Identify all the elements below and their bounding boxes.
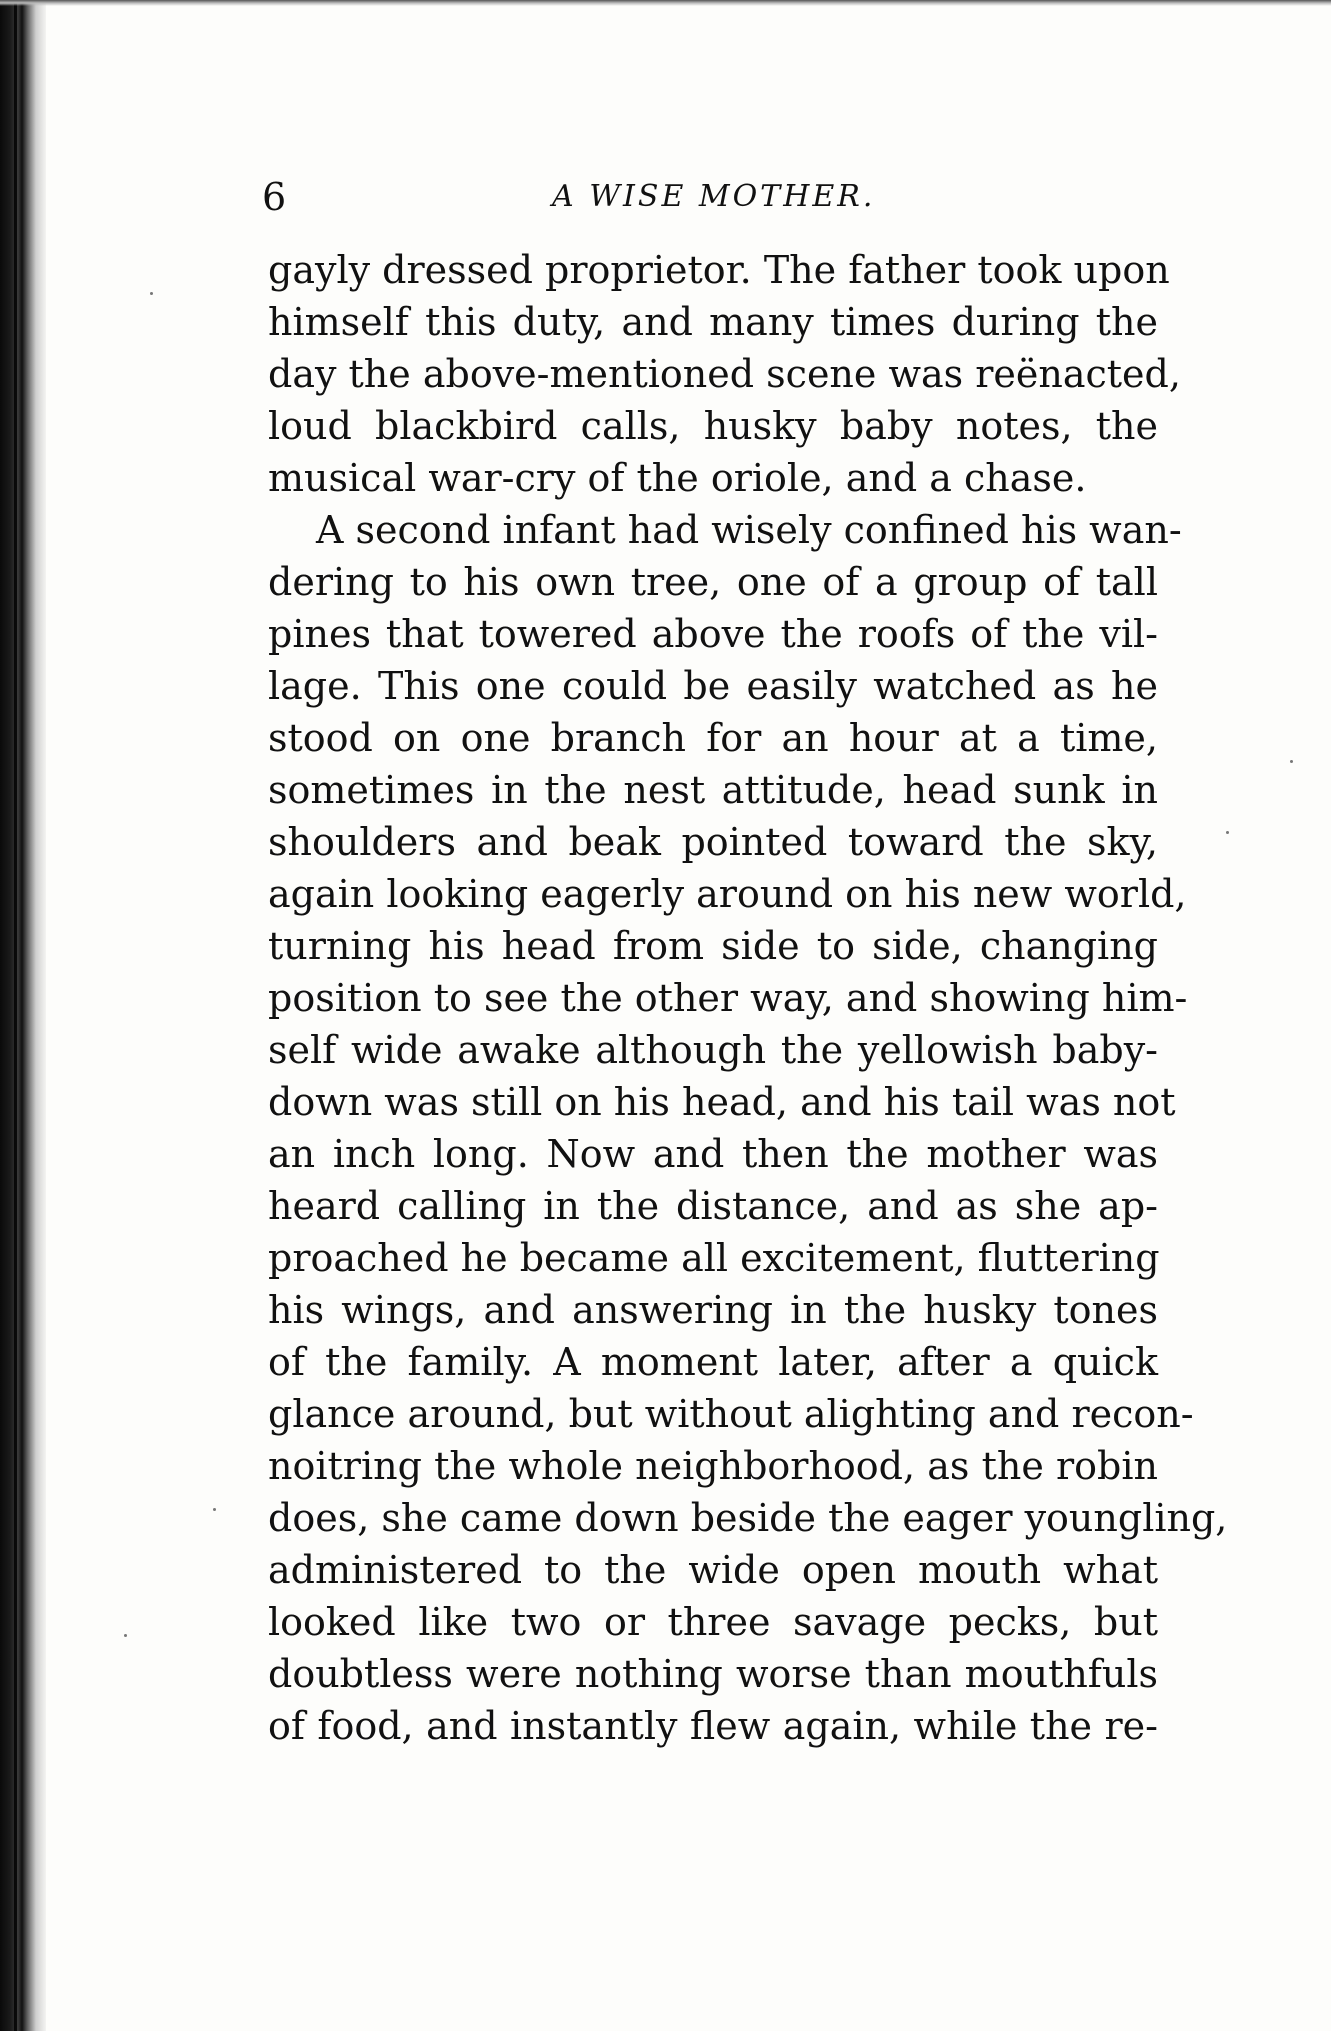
page-header xyxy=(262,172,1162,222)
text-line: does, she came down beside the eager youngling, xyxy=(268,1496,1228,1540)
paper-speck xyxy=(213,1508,216,1511)
text-line: of food, and instantly flew again, while the re- xyxy=(268,1704,1158,1748)
paragraph-1 xyxy=(268,244,1181,504)
paper-speck xyxy=(150,292,153,295)
text-line: dering to his own tree, one of a group of tall xyxy=(268,560,1158,604)
text-line: down was still on his head, and his tail was not xyxy=(268,1080,1176,1124)
text-line: turning his head from side to side, changing xyxy=(268,924,1158,968)
paper-speck xyxy=(1290,760,1293,763)
text-line: looked like two or three savage pecks, but xyxy=(268,1600,1158,1644)
text-line: his wings, and answering in the husky tones xyxy=(268,1288,1158,1332)
text-line: position to see the other way, and showing him- xyxy=(268,976,1188,1020)
text-line: glance around, but without alighting and recon- xyxy=(268,1392,1194,1436)
text-line: heard calling in the distance, and as she ap- xyxy=(268,1184,1158,1228)
binding-shadow-line xyxy=(14,0,17,2031)
text-line: again looking eagerly around on his new world, xyxy=(268,872,1187,916)
text-line: lage. This one could be easily watched as he xyxy=(268,664,1158,708)
text-line: sometimes in the nest attitude, head sunk in xyxy=(268,768,1158,812)
text-line: stood on one branch for an hour at a time, xyxy=(268,716,1158,760)
text-line: an inch long. Now and then the mother was xyxy=(268,1132,1158,1176)
text-line: A second infant had wisely confined his wan- xyxy=(316,508,1182,552)
text-line: administered to the wide open mouth what xyxy=(268,1548,1158,1592)
paper-speck xyxy=(1226,831,1229,834)
text-line: gayly dressed proprietor. The father took upon xyxy=(268,248,1170,292)
paper-speck xyxy=(124,1634,127,1637)
book-binding-edge xyxy=(0,0,46,2031)
text-line: of the family. A moment later, after a quick xyxy=(268,1340,1158,1384)
text-line: pines that towered above the roofs of the vil- xyxy=(268,612,1158,656)
text-line: self wide awake although the yellowish baby- xyxy=(268,1028,1158,1072)
running-title: A WISE MOTHER. xyxy=(552,179,876,214)
text-line: proached he became all excitement, fluttering xyxy=(268,1236,1160,1280)
text-line: day the above-mentioned scene was reënacted, xyxy=(268,352,1181,396)
text-line: himself this duty, and many times during the xyxy=(268,300,1158,344)
text-line: shoulders and beak pointed toward the sky, xyxy=(268,820,1158,864)
text-line: loud blackbird calls, husky baby notes, the xyxy=(268,404,1158,448)
text-line: doubtless were nothing worse than mouthfuls xyxy=(268,1652,1158,1696)
body-text xyxy=(268,244,1228,1752)
page-number: 6 xyxy=(262,175,287,219)
paragraph-2 xyxy=(268,504,1228,1752)
text-line: musical war-cry of the oriole, and a chase. xyxy=(268,456,1087,500)
text-line: noitring the whole neighborhood, as the robin xyxy=(268,1444,1158,1488)
page-top-edge xyxy=(0,0,1331,6)
